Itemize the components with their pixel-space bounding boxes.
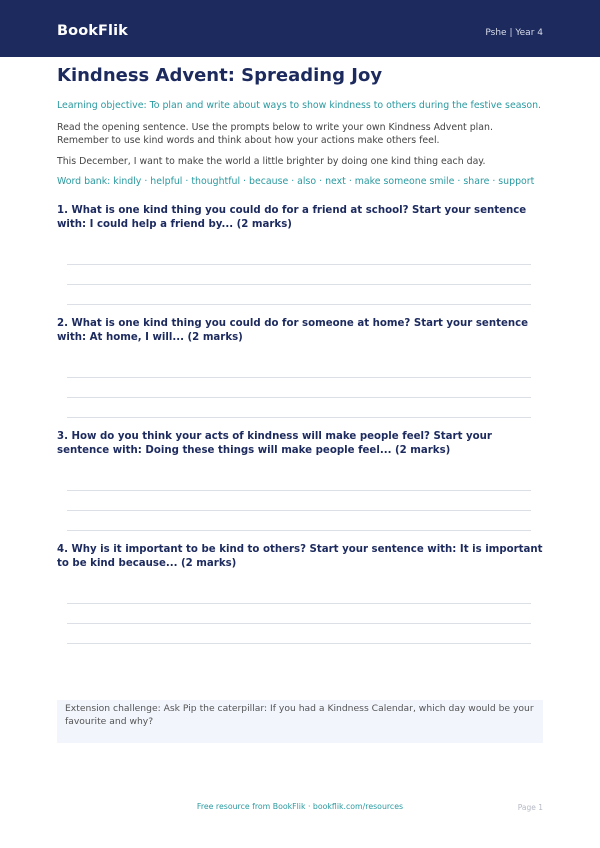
answer-lines-4[interactable] xyxy=(57,571,543,644)
answer-line[interactable] xyxy=(67,378,531,398)
extension-challenge: Extension challenge: Ask Pip the caterpillar: If you had a Kindness Calendar, which day would be your favourite and why? xyxy=(57,700,543,743)
footer-text: Free resource from BookFlik · bookflik.com/resources xyxy=(196,802,404,811)
answer-line[interactable] xyxy=(67,398,531,418)
question-2: 2. What is one kind thing you could do for someone at home? Start your sentence with: At home, I will... (2 marks) xyxy=(57,318,529,343)
page-number: Page 1 xyxy=(517,803,543,812)
answer-lines-2[interactable] xyxy=(57,345,543,418)
page-header xyxy=(0,0,600,57)
answer-lines-1[interactable] xyxy=(57,232,543,305)
opening-sentence: This December, I want to make the world a little brighter by doing one kind thing each day. xyxy=(57,156,486,167)
answer-line[interactable] xyxy=(67,624,531,644)
worksheet-content xyxy=(57,65,543,644)
subject-year-label: Pshe | Year 4 xyxy=(485,28,543,38)
answer-line[interactable] xyxy=(67,265,531,285)
learning-objective: Learning objective: To plan and write about ways to show kindness to others during the festive season. xyxy=(57,100,541,111)
question-3: 3. How do you think your acts of kindness will make people feel? Start your sentence with: Doing these things will make people feel... (2 marks) xyxy=(57,431,492,456)
question-4: 4. Why is it important to be kind to others? Start your sentence with: It is important to be kind because... (2 marks) xyxy=(57,544,543,569)
page-title: Kindness Advent: Spreading Joy xyxy=(57,65,383,86)
word-bank: Word bank: kindly · helpful · thoughtful · because · also · next · make someone smile · share · support xyxy=(57,176,535,187)
answer-line[interactable] xyxy=(67,511,531,531)
answer-lines-3[interactable] xyxy=(57,458,543,531)
answer-line[interactable] xyxy=(67,491,531,511)
question-1: 1. What is one kind thing you could do for a friend at school? Start your sentence with: I could help a friend by... (2 marks) xyxy=(57,205,527,230)
answer-line[interactable] xyxy=(67,604,531,624)
answer-line[interactable] xyxy=(67,285,531,305)
instructions: Read the opening sentence. Use the prompts below to write your own Kindness Advent plan. Remember to use kind words and think about how your actions make others feel. xyxy=(57,122,493,146)
brand-logo: BookFlik xyxy=(57,23,128,39)
